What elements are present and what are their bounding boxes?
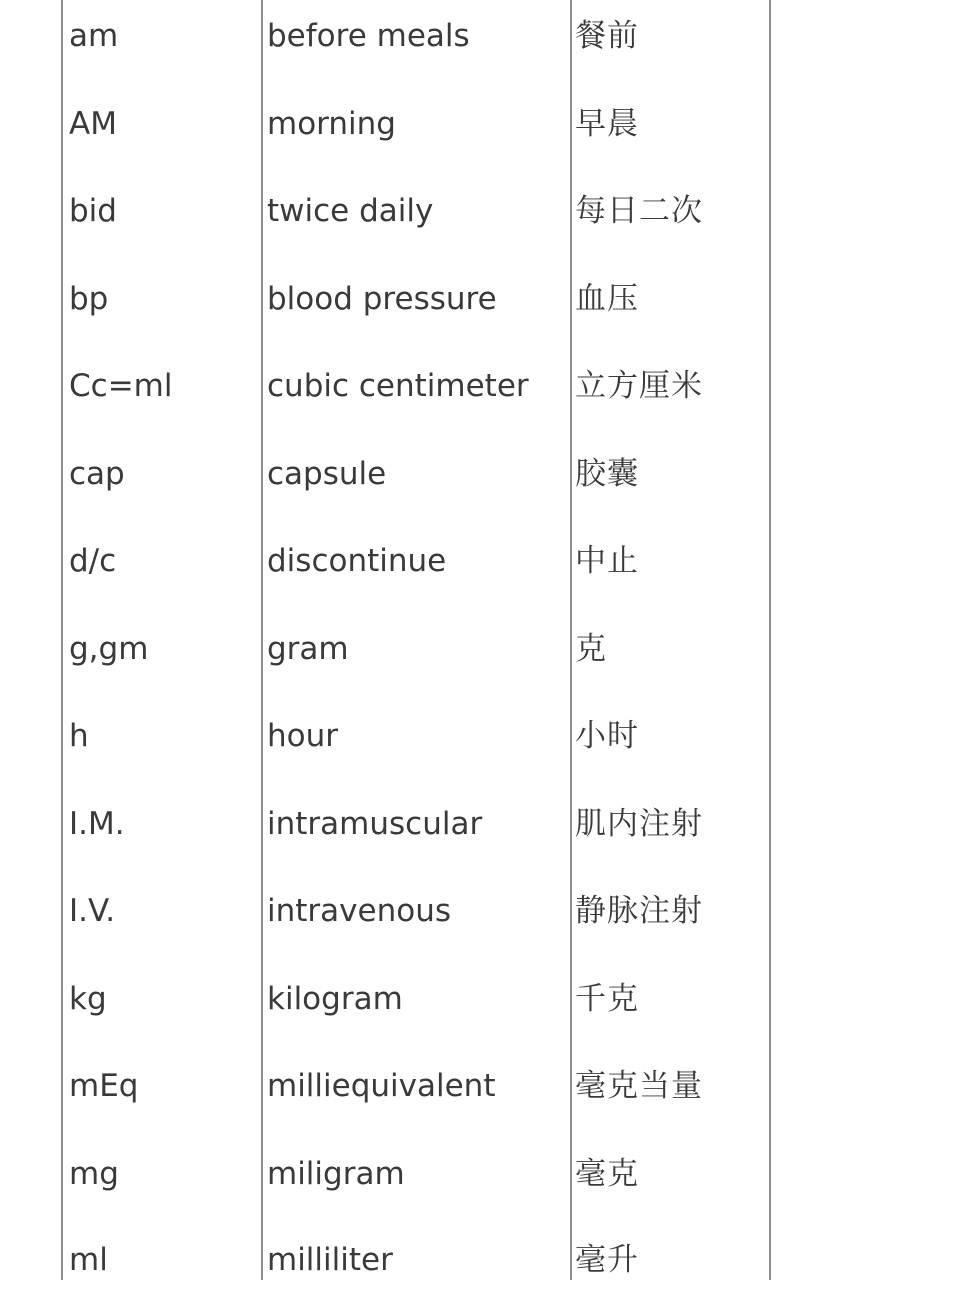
chinese-meaning-cell: 肌内注射 bbox=[575, 805, 703, 842]
chinese-meaning-cell: 中止 bbox=[575, 543, 639, 579]
english-meaning-cell: morning bbox=[267, 105, 396, 142]
chinese-meaning-cell: 克 bbox=[575, 630, 607, 667]
english-meaning-cell: kilogram bbox=[267, 980, 403, 1017]
table-row bbox=[61, 1224, 771, 1312]
table-row bbox=[61, 788, 771, 876]
abbreviation-cell: bid bbox=[69, 193, 117, 229]
english-meaning-cell: twice daily bbox=[267, 193, 434, 229]
abbreviation-cell: ml bbox=[69, 1242, 108, 1278]
chinese-meaning-cell: 早晨 bbox=[575, 105, 639, 142]
table-row bbox=[61, 350, 771, 438]
abbreviation-cell: AM bbox=[69, 105, 117, 142]
english-meaning-cell: hour bbox=[267, 718, 339, 754]
english-meaning-cell: milliequivalent bbox=[267, 1068, 496, 1104]
table-row bbox=[61, 700, 771, 788]
english-meaning-cell: before meals bbox=[267, 18, 470, 54]
table-row bbox=[61, 1138, 771, 1226]
table-row bbox=[61, 0, 771, 88]
chinese-meaning-cell: 立方厘米 bbox=[575, 368, 703, 404]
table-row bbox=[61, 263, 771, 351]
chinese-meaning-cell: 小时 bbox=[575, 718, 639, 754]
table-row bbox=[61, 875, 771, 963]
abbreviation-cell: d/c bbox=[69, 543, 117, 579]
abbreviation-cell: mg bbox=[69, 1155, 119, 1192]
table-row bbox=[61, 1050, 771, 1138]
chinese-meaning-cell: 静脉注射 bbox=[575, 893, 703, 929]
chinese-meaning-cell: 胶囊 bbox=[575, 455, 639, 492]
abbreviation-cell: I.V. bbox=[69, 893, 116, 929]
english-meaning-cell: cubic centimeter bbox=[267, 368, 529, 404]
chinese-meaning-cell: 千克 bbox=[575, 980, 639, 1017]
abbreviation-cell: bp bbox=[69, 280, 109, 317]
table-row bbox=[61, 438, 771, 526]
table-row bbox=[61, 88, 771, 176]
english-meaning-cell: intravenous bbox=[267, 893, 451, 929]
abbreviation-cell: I.M. bbox=[69, 805, 125, 842]
chinese-meaning-cell: 毫克当量 bbox=[575, 1068, 703, 1104]
abbreviation-cell: cap bbox=[69, 455, 125, 492]
abbreviation-cell: am bbox=[69, 18, 119, 54]
abbreviation-cell: kg bbox=[69, 980, 107, 1017]
english-meaning-cell: discontinue bbox=[267, 543, 447, 579]
chinese-meaning-cell: 每日二次 bbox=[575, 193, 703, 229]
english-meaning-cell: blood pressure bbox=[267, 280, 497, 317]
abbreviation-table bbox=[61, 0, 771, 1280]
abbreviation-cell: mEq bbox=[69, 1068, 139, 1104]
english-meaning-cell: milliliter bbox=[267, 1242, 393, 1278]
table-row bbox=[61, 175, 771, 263]
table-row bbox=[61, 525, 771, 613]
chinese-meaning-cell: 血压 bbox=[575, 280, 639, 317]
english-meaning-cell: capsule bbox=[267, 455, 387, 492]
chinese-meaning-cell: 毫克 bbox=[575, 1155, 639, 1192]
english-meaning-cell: miligram bbox=[267, 1155, 405, 1192]
table-row bbox=[61, 963, 771, 1051]
abbreviation-cell: h bbox=[69, 718, 89, 754]
table-row bbox=[61, 613, 771, 701]
chinese-meaning-cell: 毫升 bbox=[575, 1242, 639, 1278]
abbreviation-cell: g,gm bbox=[69, 630, 149, 667]
chinese-meaning-cell: 餐前 bbox=[575, 18, 639, 54]
abbreviation-cell: Cc=ml bbox=[69, 368, 173, 404]
english-meaning-cell: gram bbox=[267, 630, 349, 667]
english-meaning-cell: intramuscular bbox=[267, 805, 483, 842]
